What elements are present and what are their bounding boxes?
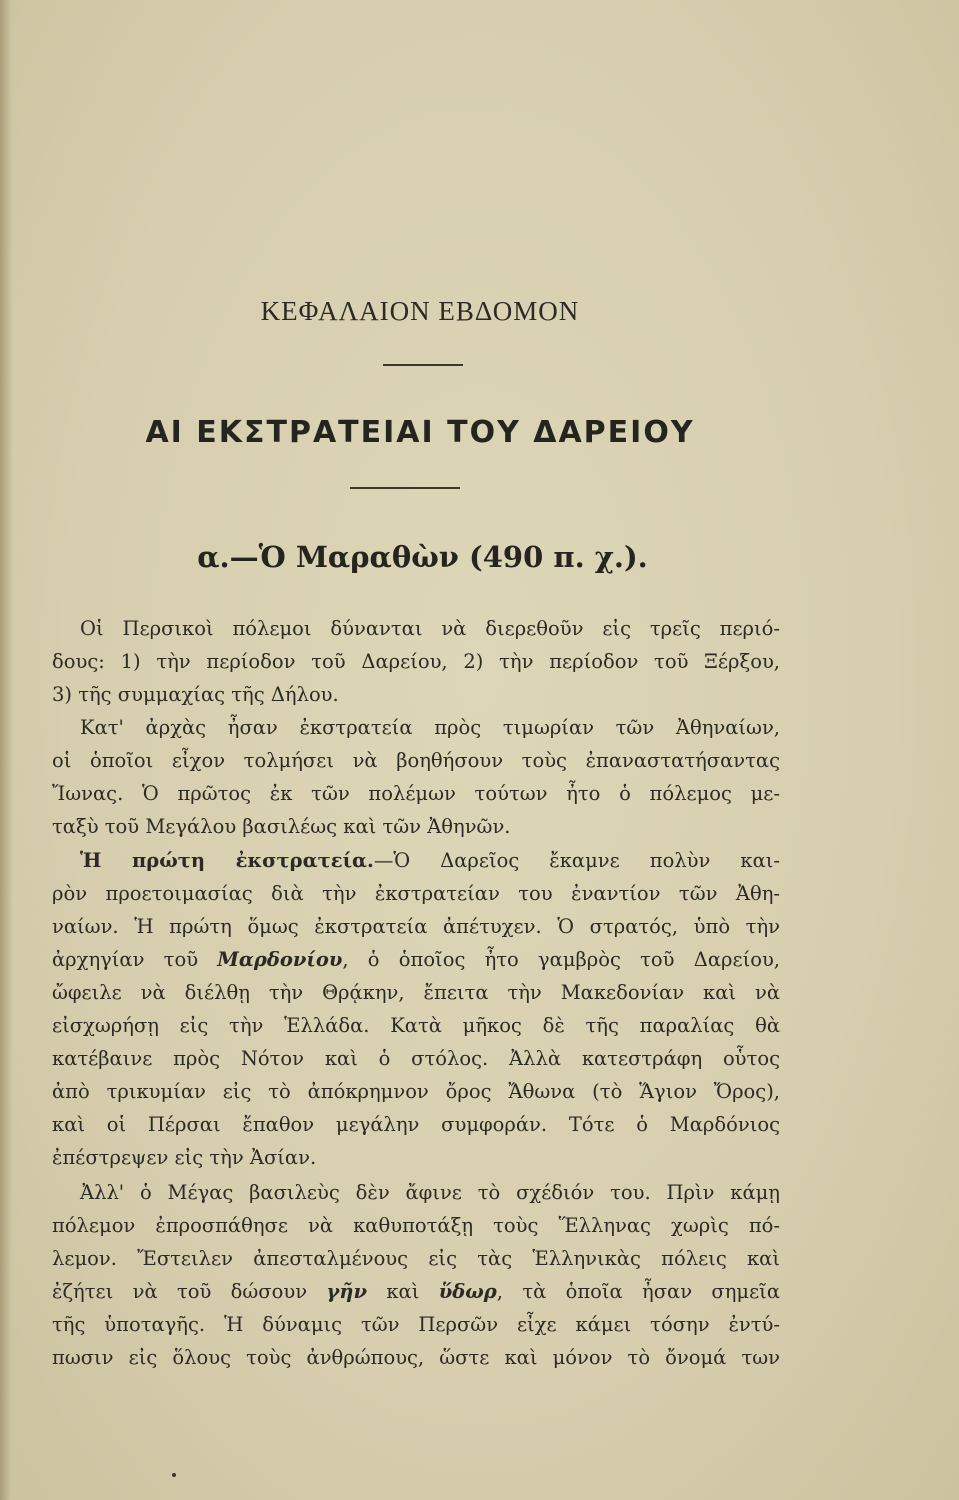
body-line: ρὸν προετοιμασίας διὰ τὴν ἐκστρατείαν του ἐναντίον τῶν Ἀθη- — [52, 882, 780, 905]
paragraph-lead: Ἡ πρώτη ἐκστρατεία. — [80, 849, 374, 872]
page-binding-edge — [0, 0, 12, 1500]
emphasis-word: γῆν — [326, 1280, 368, 1303]
body-line: ἐπέστρεψεν εἰς τὴν Ἀσίαν. — [52, 1146, 317, 1169]
body-line: Ἴωνας. Ὁ πρῶτος ἐκ τῶν πολέμων τούτων ἦτο ὁ πόλεμος με- — [52, 782, 780, 805]
body-line: καὶ οἱ Πέρσαι ἔπαθον μεγάλην συμφοράν. Τότε ὁ Μαρδόνιος — [52, 1113, 780, 1136]
body-line: οἱ ὁποῖοι εἶχον τολμήσει νὰ βοηθήσουν τοὺς ἐπαναστατήσαντας — [52, 749, 780, 772]
body-line: λεμον. Ἔστειλεν ἀπεσταλμένους εἰς τὰς Ἑλληνικὰς πόλεις καὶ — [52, 1247, 780, 1270]
body-text: ἀρχηγίαν τοῦ — [52, 948, 218, 971]
chapter-title: ΑΙ ΕΚΣΤΡΑΤΕΙΑΙ ΤΟΥ ΔΑΡΕΙΟΥ — [145, 415, 695, 450]
body-line: ὤφειλε νὰ διέλθῃ τὴν Θρᾴκην, ἔπειτα τὴν Μακεδονίαν καὶ νὰ — [52, 981, 780, 1004]
body-text: καὶ — [367, 1280, 439, 1303]
body-text: —Ὁ Δαρεῖος ἔκαμνε πολὺν και- — [373, 849, 781, 872]
body-line: ἀπὸ τρικυμίαν εἰς τὸ ἀπόκρημνον ὄρος Ἄθωνα (τὸ Ἅγιον Ὄρος), — [52, 1080, 780, 1103]
divider-rule — [350, 487, 460, 489]
ink-speck — [172, 1473, 176, 1477]
body-line: κατέβαινε πρὸς Νότον καὶ ὁ στόλος. Ἀλλὰ κατεστράφη οὗτος — [52, 1047, 780, 1070]
section-heading: α.—Ὁ Μαραθὼν (490 π. χ.). — [197, 540, 648, 574]
body-line — [52, 943, 780, 976]
body-line: πόλεμον ἐπροσπάθησε νὰ καθυποτάξῃ τοὺς Ἕλληνας χωρὶς πό- — [52, 1214, 780, 1237]
body-line — [52, 1275, 780, 1308]
body-text: ἐζήτει νὰ τοῦ δώσουν — [52, 1280, 327, 1303]
body-text: , ὁ ὁποῖος ἦτο γαμβρὸς τοῦ Δαρείου, — [342, 948, 781, 971]
emphasis-name: Μαρδονίου — [217, 948, 343, 971]
body-line — [80, 844, 780, 877]
body-line: Οἱ Περσικοὶ πόλεμοι δύνανται νὰ διερεθοῦν εἰς τρεῖς περιό- — [80, 617, 780, 640]
body-line: 3) τῆς συμμαχίας τῆς Δήλου. — [52, 683, 339, 706]
body-line: Κατ' ἀρχὰς ἦσαν ἐκστρατεία πρὸς τιμωρίαν τῶν Ἀθηναίων, — [80, 716, 780, 739]
body-line: ταξὺ τοῦ Μεγάλου βασιλέως καὶ τῶν Ἀθηνῶν. — [52, 815, 511, 838]
chapter-heading: ΚΕΦΑΛΑΙΟΝ ΕΒΔΟΜΟΝ — [260, 296, 580, 326]
body-line: ναίων. Ἡ πρώτη ὅμως ἐκστρατεία ἀπέτυχεν. Ὁ στρατός, ὑπὸ τὴν — [52, 915, 780, 938]
divider-rule — [383, 364, 463, 366]
body-line: Ἀλλ' ὁ Μέγας βασιλεὺς δὲν ἄφινε τὸ σχέδιόν του. Πρὶν κάμῃ — [80, 1181, 780, 1204]
body-line: εἰσχωρήσῃ εἰς τὴν Ἑλλάδα. Κατὰ μῆκος δὲ τῆς παραλίας θὰ — [52, 1014, 780, 1037]
body-line: δους: 1) τὴν περίοδον τοῦ Δαρείου, 2) τὴν περίοδον τοῦ Ξέρξου, — [52, 650, 780, 673]
body-line: πωσιν εἰς ὅλους τοὺς ἀνθρώπους, ὥστε καὶ μόνον τὸ ὄνομά των — [52, 1346, 780, 1369]
body-text: , τὰ ὁποῖα ἦσαν σημεῖα — [496, 1280, 780, 1303]
body-line: τῆς ὑποταγῆς. Ἡ δύναμις τῶν Περσῶν εἶχε κάμει τόσην ἐντύ- — [52, 1313, 780, 1336]
emphasis-word: ὕδωρ — [438, 1280, 497, 1303]
